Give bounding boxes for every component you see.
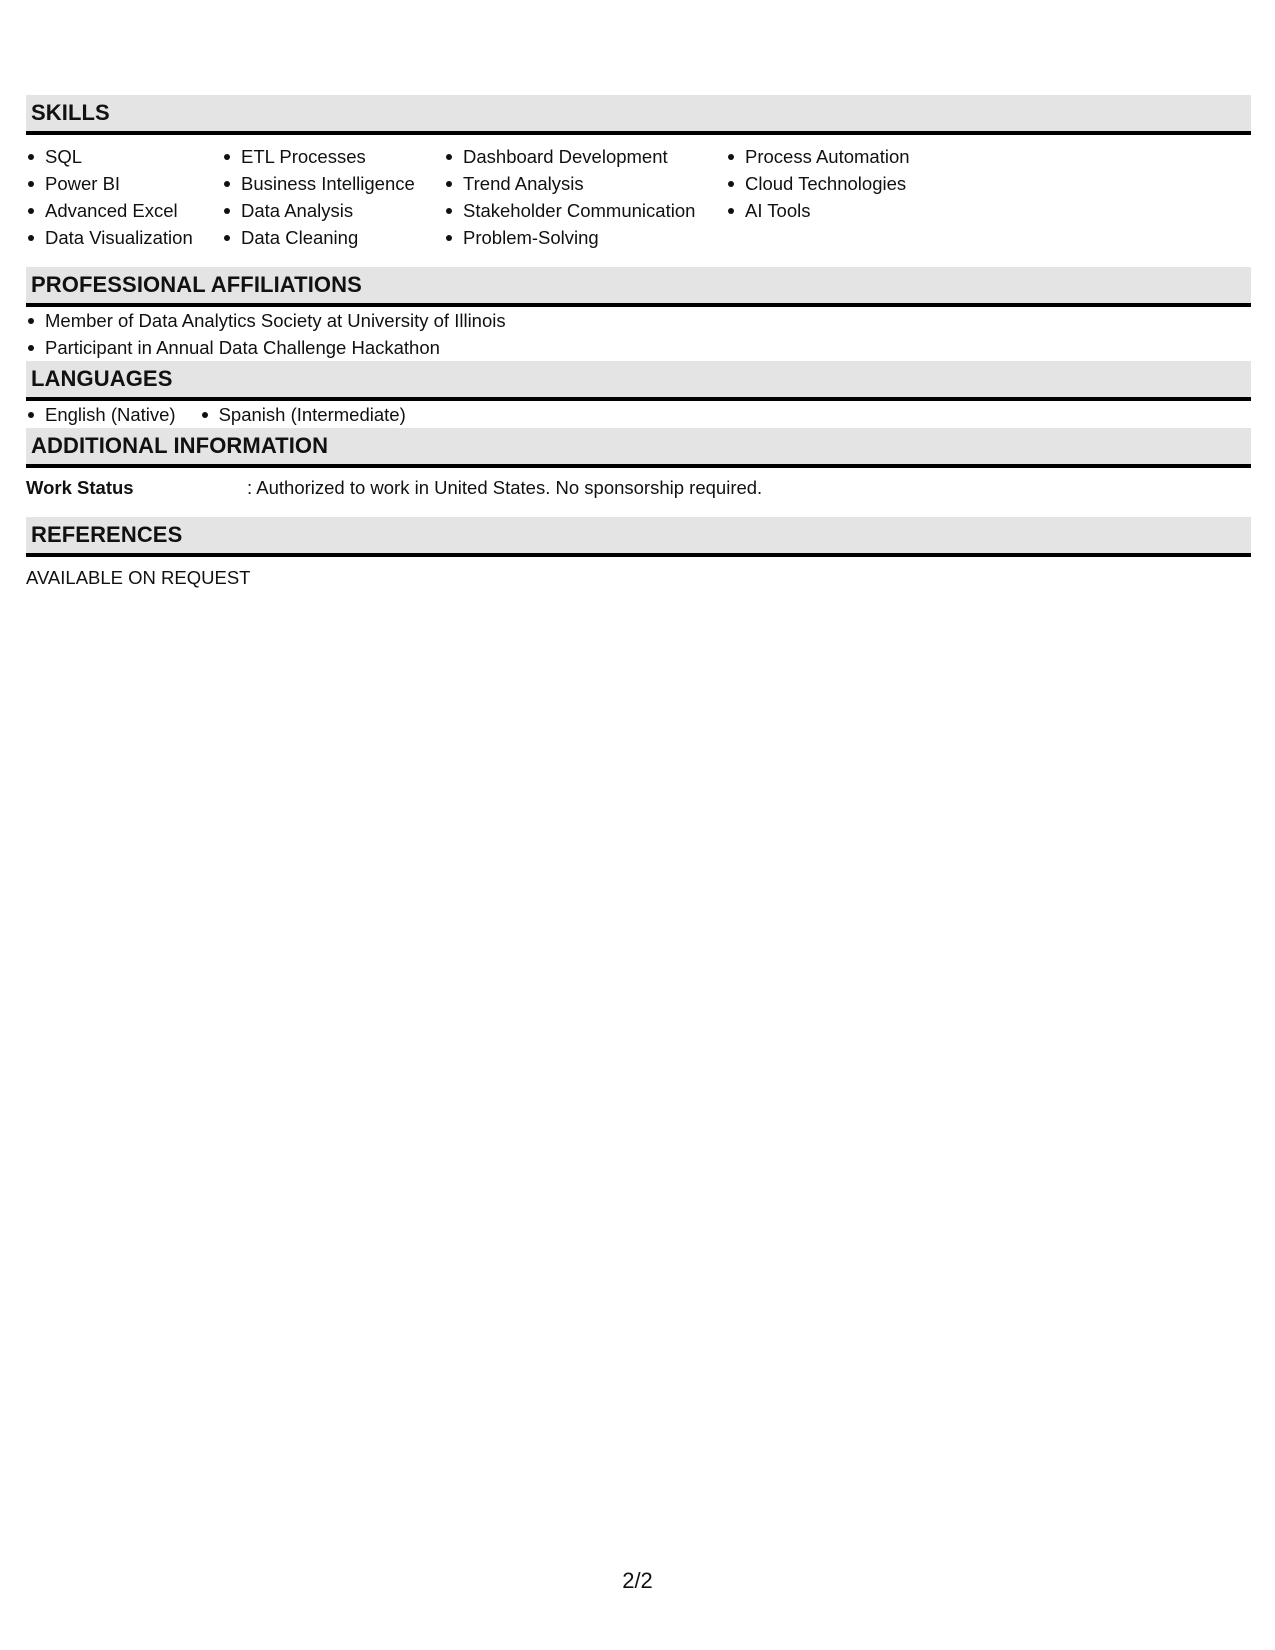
page-number: 2/2: [622, 1568, 653, 1593]
affiliations-title: PROFESSIONAL AFFILIATIONS: [31, 272, 362, 297]
references-title: REFERENCES: [31, 522, 183, 547]
skill-item: ETL Processes: [222, 143, 444, 170]
affiliation-item: Member of Data Analytics Society at University of Illinois: [26, 307, 1251, 334]
affiliations-header: [26, 267, 1251, 307]
skill-item: SQL: [26, 143, 222, 170]
work-status-label: Work Status: [26, 477, 134, 498]
skill-item: Dashboard Development: [444, 143, 726, 170]
skills-section: [26, 95, 1251, 267]
references-text: AVAILABLE ON REQUEST: [26, 567, 251, 588]
affiliations-section: [26, 267, 1251, 361]
language-item: English (Native): [26, 401, 176, 428]
skills-column-1: [26, 143, 222, 251]
languages-header: [26, 361, 1251, 401]
additional-info-title: ADDITIONAL INFORMATION: [31, 433, 329, 458]
skill-item: AI Tools: [726, 197, 976, 224]
languages-list: [26, 401, 1251, 428]
skill-item: Trend Analysis: [444, 170, 726, 197]
skill-item: Data Analysis: [222, 197, 444, 224]
skill-item: Problem-Solving: [444, 224, 726, 251]
additional-info-header: [26, 428, 1251, 468]
references-header: [26, 517, 1251, 557]
affiliation-item: Participant in Annual Data Challenge Hackathon: [26, 334, 1251, 361]
skill-item: Power BI: [26, 170, 222, 197]
languages-section: [26, 361, 1251, 428]
skill-item: Advanced Excel: [26, 197, 222, 224]
skills-column-4: [726, 143, 976, 251]
languages-title: LANGUAGES: [31, 366, 173, 391]
skill-item: Cloud Technologies: [726, 170, 976, 197]
skills-column-3: [444, 143, 726, 251]
skill-item: Business Intelligence: [222, 170, 444, 197]
skill-item: Process Automation: [726, 143, 976, 170]
resume-page: [26, 95, 1251, 591]
work-status-row: [26, 468, 1251, 517]
additional-info-section: [26, 428, 1251, 517]
skill-item: Data Cleaning: [222, 224, 444, 251]
references-section: [26, 517, 1251, 591]
skills-column-2: [222, 143, 444, 251]
skills-grid: [26, 135, 1251, 267]
skills-header: [26, 95, 1251, 135]
language-item: Spanish (Intermediate): [200, 401, 406, 428]
affiliations-list: [26, 307, 1251, 361]
skill-item: Data Visualization: [26, 224, 222, 251]
work-status-value: : Authorized to work in United States. No sponsorship required.: [247, 477, 763, 498]
skills-title: SKILLS: [31, 100, 110, 125]
skill-item: Stakeholder Communication: [444, 197, 726, 224]
